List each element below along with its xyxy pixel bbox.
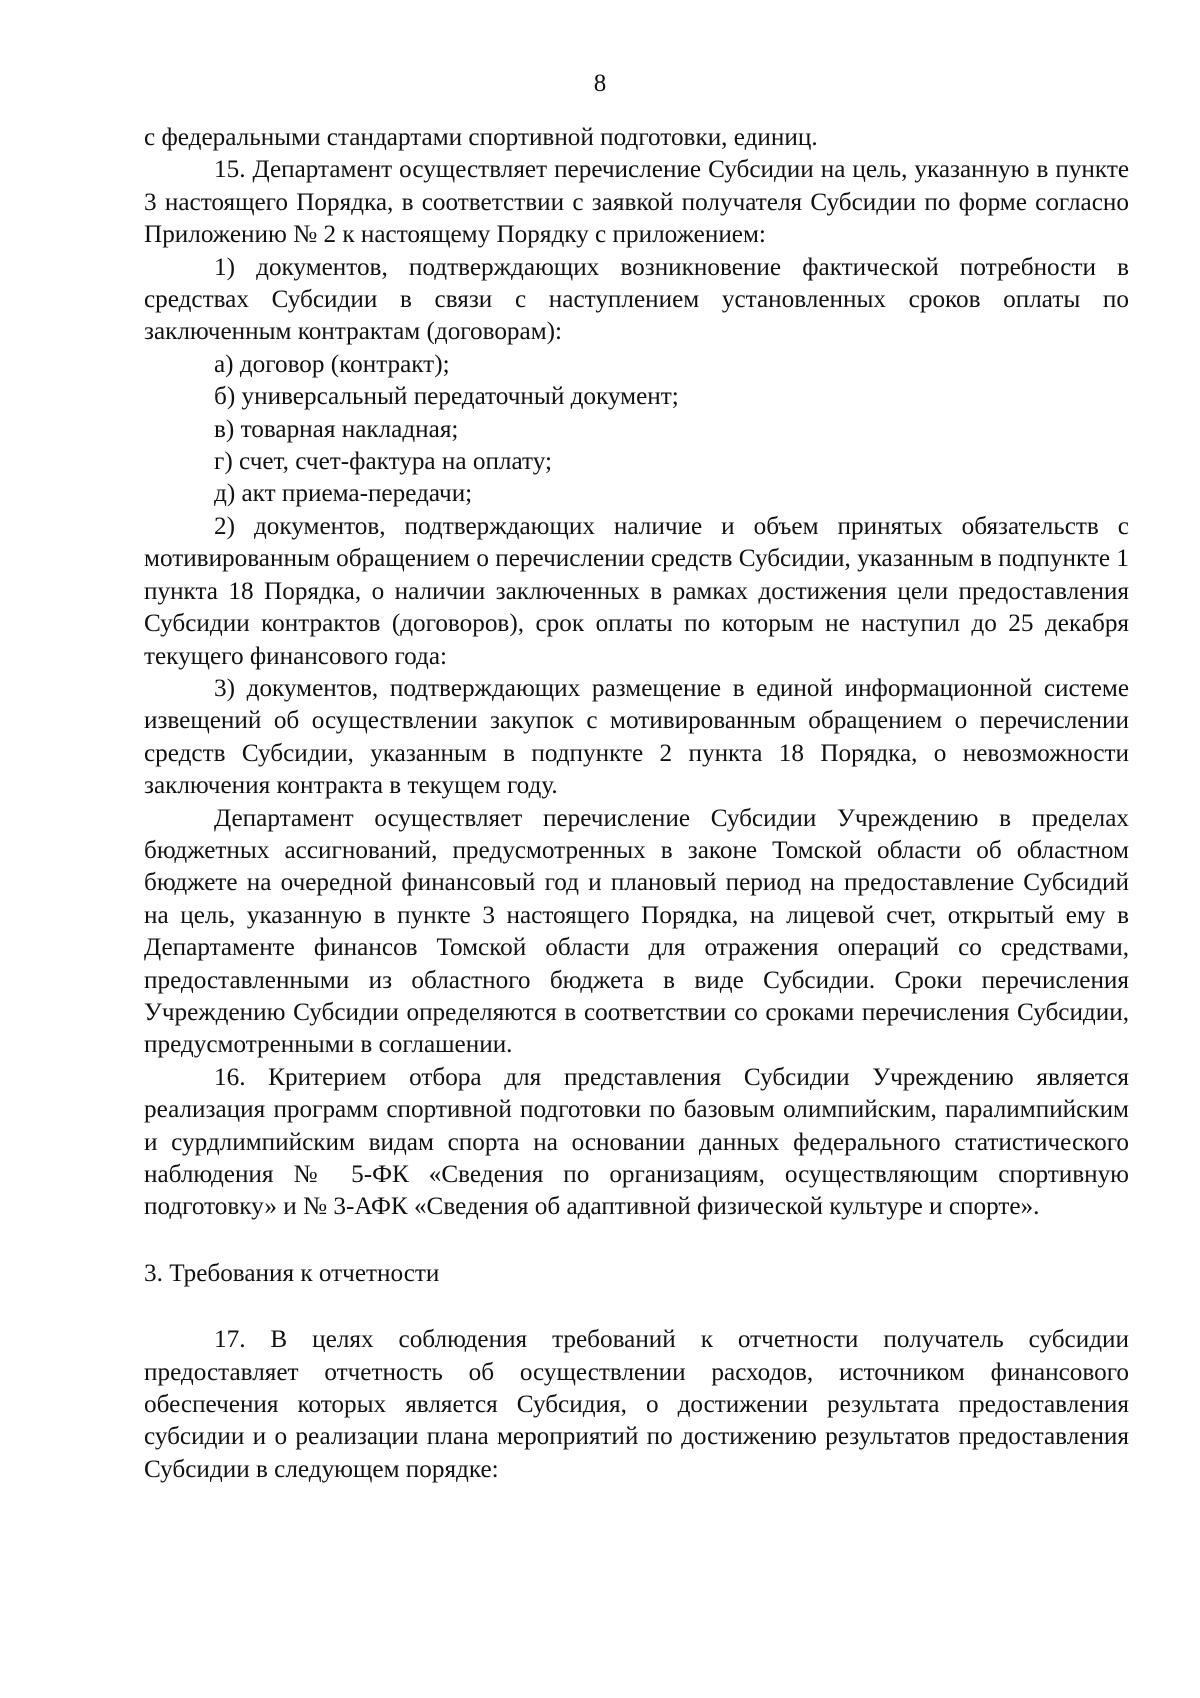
list-item-2: 2) документов, подтверждающих наличие и объем принятых обязательств с мотивированным обращением о перечислении средств Субсидии, указанным в подпункте 1 пункта 18 Порядка, о наличии заключенных в рамках достижения цели предоставления Субсидии контрактов (договоров), срок оплаты по которым не наступил до 25 декабря текущего финансового года: xyxy=(144,512,1129,670)
paragraph-17: 17. В целях соблюдения требований к отчетности получатель субсидии предоставляет отчетность об осуществлении расходов, источником финансового обеспечения которых является Субсидия, о достижении результата предоставления субсидии и о реализации плана мероприятий по достижению результатов предоставления Субсидии в следующем порядке: xyxy=(144,1326,1129,1483)
sub-item-b: б) универсальный передаточный документ; xyxy=(214,383,679,411)
page-number: 8 xyxy=(593,70,607,97)
paragraph-16: 16. Критерием отбора для представления Субсидии Учреждению является реализация программ спортивной подготовки по базовым олимпийским, паралимпийским и сурдлимпийским видам спорта на основании данных федерального статистического наблюдения № 5-ФК «Сведения по организациям, осуществляющим спортивную подготовку» и № 3-АФК «Сведения об адаптивной физической культуре и спорте». xyxy=(144,1063,1129,1221)
paragraph-continuation: с федеральными стандартами спортивной подготовки, единиц. xyxy=(144,124,818,151)
sub-item-g: г) счет, счет-фактура на оплату; xyxy=(214,448,552,476)
sub-item-d: д) акт приема-передачи; xyxy=(214,480,473,508)
paragraph-department-transfer: Департамент осуществляет перечисление Субсидии Учреждению в пределах бюджетных ассигнований, предусмотренных в законе Томской области об областном бюджете на очередной финансовый год и плановый период на предоставление Субсидий на цель, указанную в пункте 3 настоящего Порядка, на лицевой счет, открытый ему в Департаменте финансов Томской области для отражения операций со средствами, предоставленными из областного бюджета в виде Субсидии. Сроки перечисления Учреждению Субсидии определяются в соответствии со сроками перечисления Субсидии, предусмотренными в соглашении. xyxy=(144,804,1129,1059)
list-item-1: 1) документов, подтверждающих возникновение фактической потребности в средствах Субсидии в связи с наступлением установленных сроков оплаты по заключенным контрактам (договорам): xyxy=(144,253,1129,346)
sub-item-a: а) договор (контракт); xyxy=(214,350,450,378)
paragraph-15: 15. Департамент осуществляет перечисление Субсидии на цель, указанную в пункте 3 настоящего Порядка, в соответствии с заявкой получателя Субсидии по форме согласно Приложению № 2 к настоящему Порядку с приложением: xyxy=(144,156,1129,249)
sub-item-v: в) товарная накладная; xyxy=(214,415,459,443)
document-body xyxy=(144,122,1129,1486)
section-heading: 3. Требования к отчетности xyxy=(144,1259,440,1287)
list-item-3: 3) документов, подтверждающих размещение в единой информационной системе извещений об осуществлении закупок с мотивированным обращением о перечислении средств Субсидии, указанным в подпункте 2 пункта 18 Порядка, о невозможности заключения контракта в текущем году. xyxy=(144,674,1129,800)
